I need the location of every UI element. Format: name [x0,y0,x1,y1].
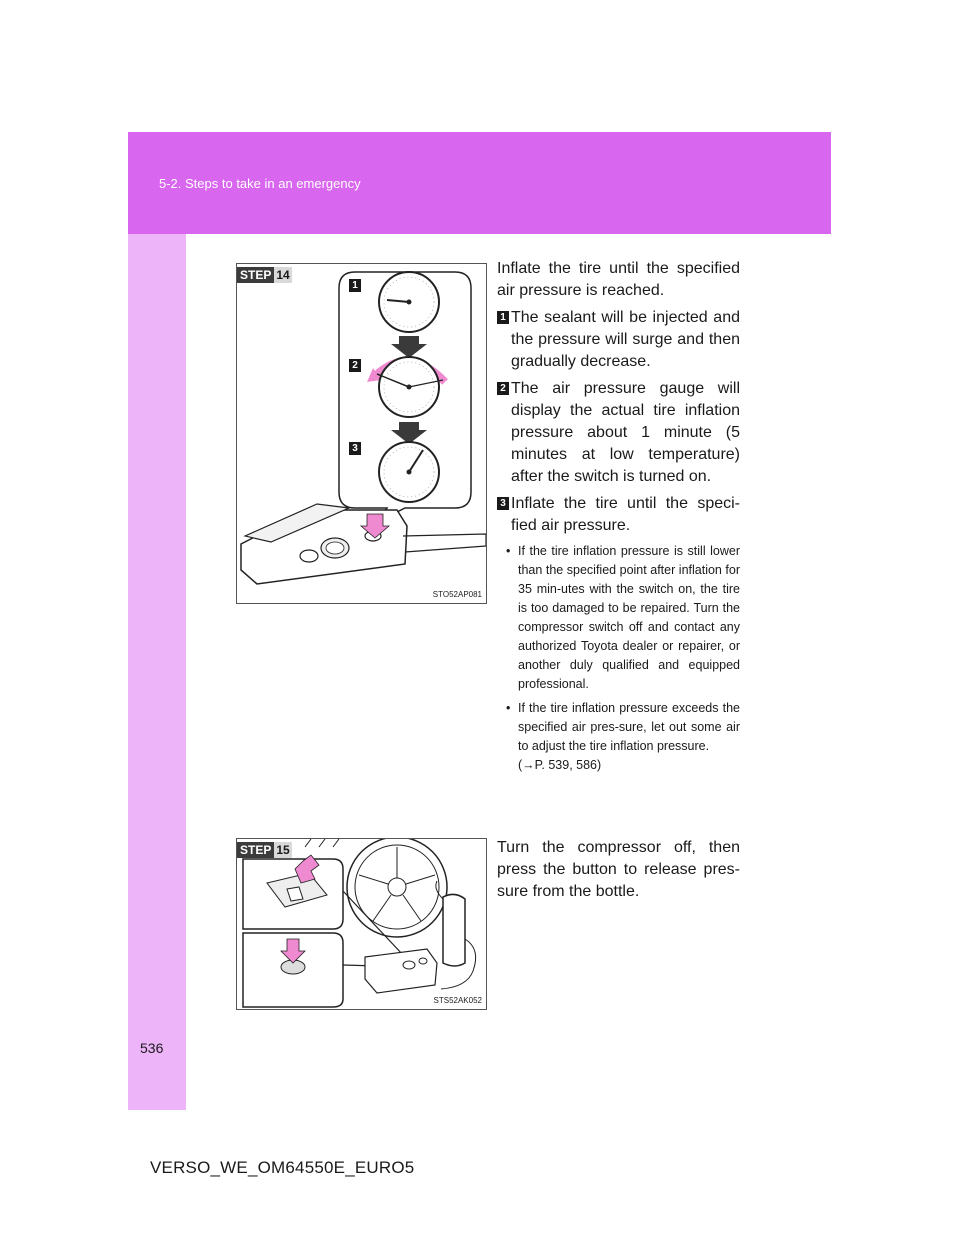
step14-text [497,258,740,775]
gauge-1-icon [379,272,439,332]
document-code: VERSO_WE_OM64550E_EURO5 [150,1158,415,1177]
step14-bullet-1: • If the tire inflation pressure is still lower than the specified point after inflation for 35 min-utes with the switch on, the tire is too damaged to be repaired. Turn the compressor switch off and contact any authorized Toyota dealer or repairer, or another duly qualified and equipped professional. [506,544,740,691]
step14-item-1: 1 The sealant will be injected and the pressure will surge and then gradually decrease. [497,307,740,373]
figure-code: STS52AK052 [433,996,482,1005]
step14-item-3: 3 Inflate the tire until the speci-fied air pressure. [497,493,740,537]
sealant-bottle-icon [436,881,476,989]
compressor-icon [365,949,437,993]
section-title: 5-2. Steps to take in an emergency [159,176,361,191]
page-number: 536 [140,1040,164,1056]
step14-bullet-2: • If the tire inflation pressure exceeds the specified air pres-sure, let out some air to adjust the tire inflation pressure. [506,701,740,753]
page-reference: (→P. 539, 586) [518,758,602,772]
figure-badge-1: 1 [349,279,361,292]
step15-illustration [237,839,486,1009]
sidebar-band [128,234,186,1110]
compressor-icon [241,504,486,584]
step14-intro: Inflate the tire until the specified air pressure is reached. [497,260,740,299]
step14-item-2: 2 The air pressure gauge will display the actual tire inflation pressure about 1 minute (5 minutes at low temperature) after the switch is turned on. [497,378,740,488]
figure-code: STO52AP081 [432,590,482,599]
step15-instruction: Turn the compressor off, then press the button to release pres-sure from the bottle. [497,839,740,900]
step-14-tag: STEP 14 [237,267,292,283]
step14-illustration [237,264,486,603]
step-15-tag: STEP 15 [237,842,292,858]
gauge-3-icon [379,442,439,502]
step15-figure [236,838,487,1010]
figure-badge-3: 3 [349,442,361,455]
figure-badge-2: 2 [349,359,361,372]
step14-figure [236,263,487,604]
step15-text [497,837,740,903]
